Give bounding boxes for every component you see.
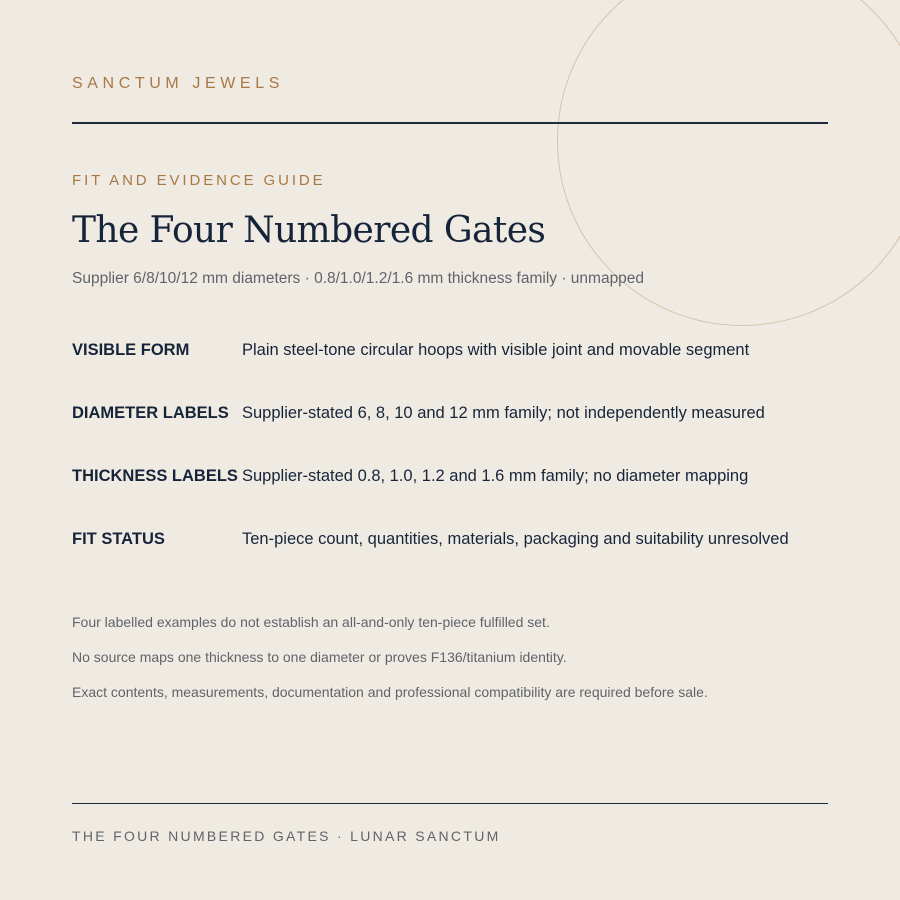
fact-value: Supplier-stated 6, 8, 10 and 12 mm family; not independently measured <box>242 404 765 422</box>
fact-value: Plain steel-tone circular hoops with visible joint and movable segment <box>242 341 750 359</box>
fact-value: Supplier-stated 0.8, 1.0, 1.2 and 1.6 mm family; no diameter mapping <box>242 467 749 485</box>
footer-text: THE FOUR NUMBERED GATES · LUNAR SANCTUM <box>72 828 501 844</box>
section-eyebrow: FIT AND EVIDENCE GUIDE <box>72 172 326 189</box>
fact-row-fit-status <box>72 530 852 593</box>
note-item: Exact contents, measurements, documentation and professional compatibility are required before sale. <box>72 684 708 700</box>
fact-label: DIAMETER LABELS <box>72 404 229 422</box>
fact-label: FIT STATUS <box>72 530 165 548</box>
fact-row-thickness-labels <box>72 467 852 530</box>
fact-table <box>72 341 852 593</box>
fact-value: Ten-piece count, quantities, materials, packaging and suitability unresolved <box>242 530 789 548</box>
fact-row-diameter-labels <box>72 404 852 467</box>
footer-divider <box>72 803 828 804</box>
brand-name: SANCTUM JEWELS <box>72 75 284 92</box>
fact-row-visible-form <box>72 341 852 404</box>
fact-label: THICKNESS LABELS <box>72 467 238 485</box>
page-subtitle: Supplier 6/8/10/12 mm diameters · 0.8/1.0/1.2/1.6 mm thickness family · unmapped <box>72 270 645 287</box>
header-divider <box>72 122 828 124</box>
fact-label: VISIBLE FORM <box>72 341 190 359</box>
note-item: Four labelled examples do not establish an all-and-only ten-piece fulfilled set. <box>72 614 550 630</box>
page-title: The Four Numbered Gates <box>72 210 546 251</box>
note-item: No source maps one thickness to one diameter or proves F136/titanium identity. <box>72 649 567 665</box>
notes-list <box>72 614 708 719</box>
